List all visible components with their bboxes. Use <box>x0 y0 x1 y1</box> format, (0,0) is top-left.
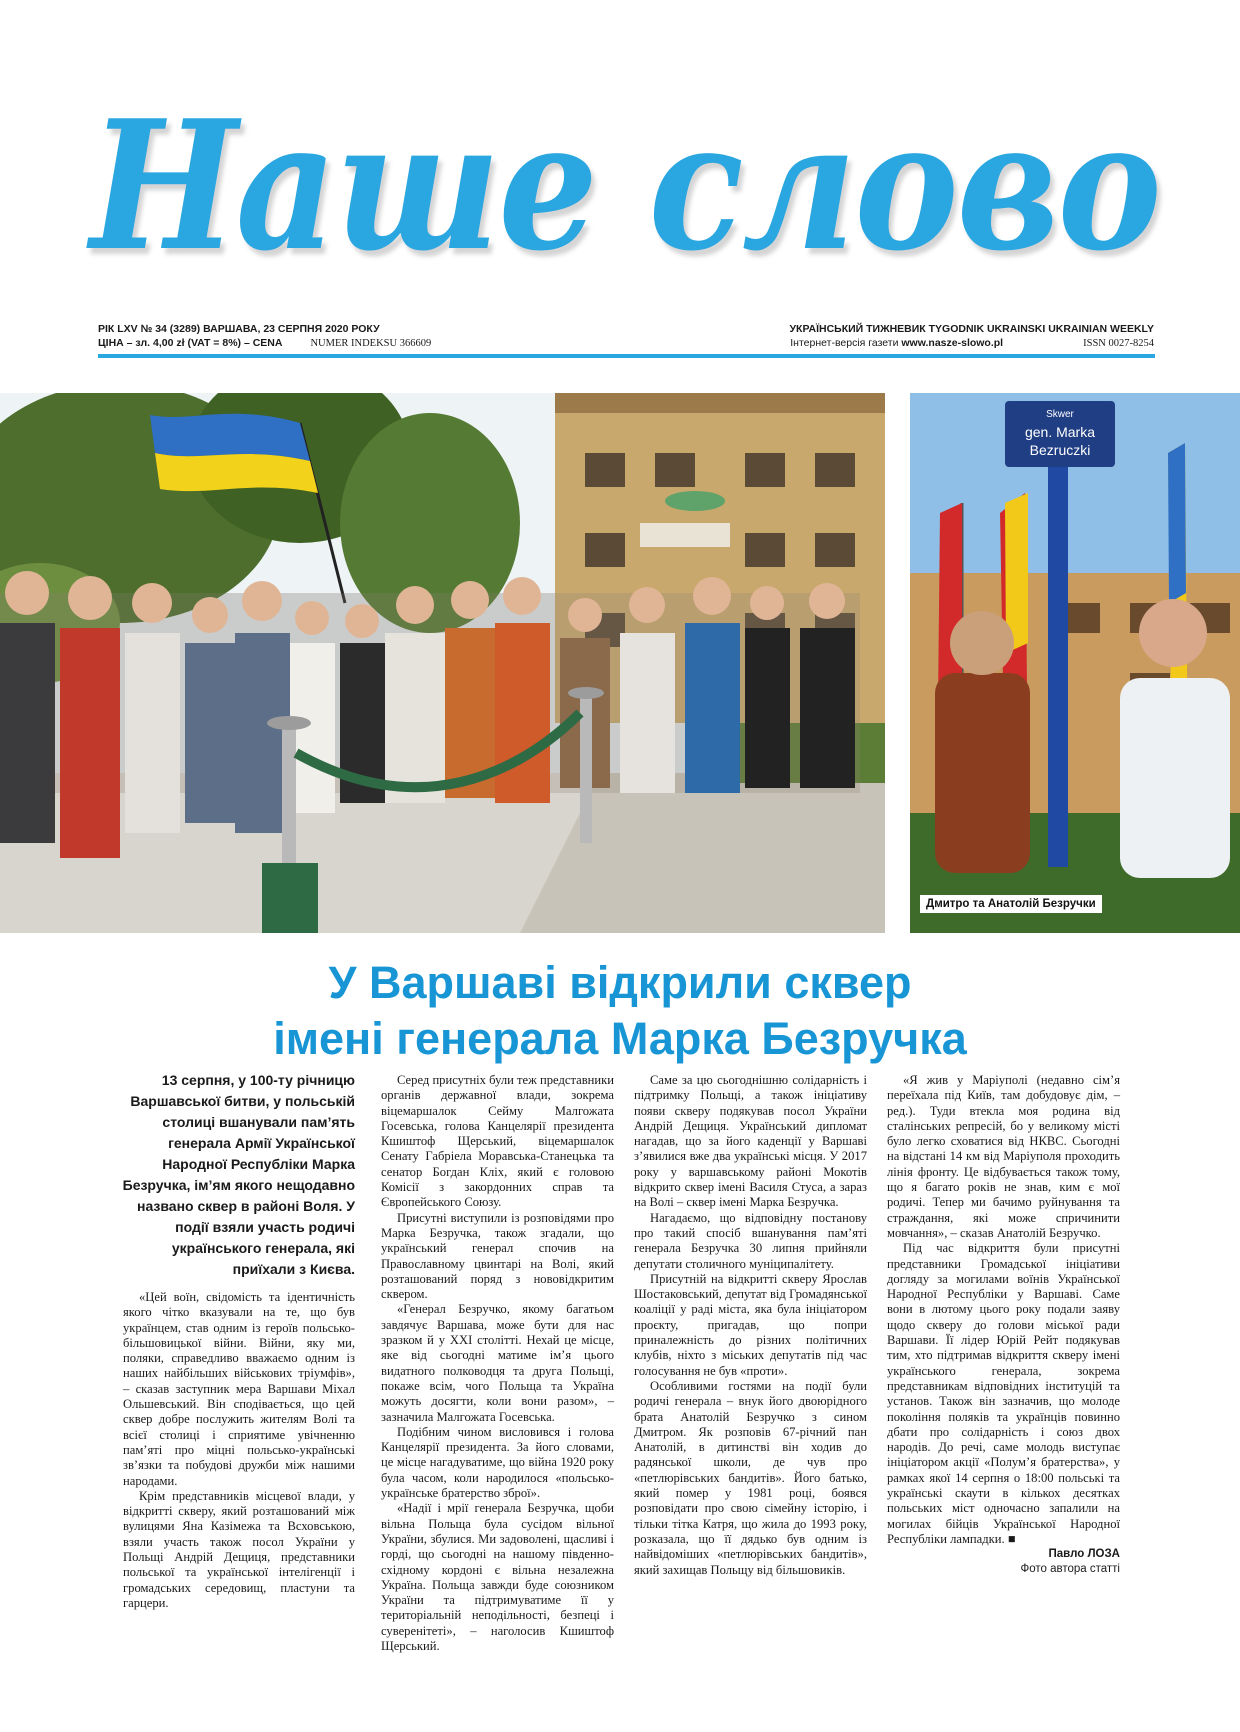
paragraph: «Я жив у Маріуполі (недавно сім’я переїхала під Київ, там добудовує дім, – ред.). Туди втекла моя родина від сталінських репресій, бо у великому місті було легко сховатися від НКВС. Сьогодні на відстані 14 км від Маріуполя проходить лінія фронту. Це відбувається також тому, що я багато років не знав, ким є мої родичі. Тепер ми бачимо руйнування та страждання, які може спричинити мовчання», – сказав Анатолій Безручко. <box>887 1073 1120 1240</box>
price-row <box>98 336 431 351</box>
price-line: ЦІНА – зл. 4,00 zł (VAT = 8%) – CENA <box>98 337 283 349</box>
paragraph: Подібним чином висловився і голова Канцелярії президента. За його словами, це місце нагадуватиме, що війна 1920 року була часом, коли народилося «польсько-українське братерство зброї». <box>381 1424 614 1501</box>
paragraph: Під час відкриття були присутні представники Громадської ініціативи догляду за могилами воїнів Української Народної Республіки у Варшаві. Саме вони в лютому цього року подали заяву щодо скверу до голови міської ради Варшави. Її лідер Юрій Рейт подякував тим, хто підтримав відкриття скверу імені українського генерала, зокрема представникам відповідних інституцій та установ. Також він зазначив, що молоде покоління поляків та українців повинно дбати про солідарність і союз двох народів. До речі, саме молодь виступає ініціатором акції «Полум’я братерства», у рамках якої 14 серпня о 18:00 польські та українські скаути в кількох десятках польських міст одночасно запалили на могилах бійців Української Народної Республіки лампадки. ■ <box>887 1241 1120 1546</box>
paragraph: «Цей воїн, свідомість та ідентичність якого чітко вказували на те, що був українцем, став одним із героїв польсько-більшовицької війни. Війни, яку ми, поляки, справедливо вважаємо одним із наших найбільших військових тріумфів», – сказав заступник мера Варшави Міхал Ольшевський. Він сподівається, що цей сквер добре послужить жителям Волі та всієї столиці і сприятиме увічненню пам’яті про міцні польсько-українські зв’язки та побудові дружби між нашими народами. <box>123 1290 355 1488</box>
web-label: Інтернет-версія газети <box>790 337 899 349</box>
publication-info <box>790 322 1155 351</box>
masthead-title: Наше слово <box>85 98 1160 290</box>
paragraph: Саме за цю сьогоднішню солідарність і підтримку Польщі, а також ініціативу появи скверу подякував посол України Андрій Дещиця. Український дипломат нагадав, що за його каденції у Варшаві з’явилися вже два українські місця. У 2017 року у варшавському районі Мокотів відкрито сквер імені Василя Стуса, а зараз на Волі – сквер імені Марка Безручка. <box>634 1073 867 1210</box>
main-photo-illustration <box>0 393 885 933</box>
issn: ISSN 0027-8254 <box>1083 338 1154 349</box>
paragraph: Присутні виступили із розповідями про Марка Безручка, також згадали, що український генерал спочив на Православному цвинтарі на Волі, який розташований поряд з нововідкритим сквером. <box>381 1210 614 1302</box>
publication-subtitle: УКРАЇНСЬКИЙ ТИЖНЕВИК TYGODNIK UKRAINSKI UKRAINIAN WEEKLY <box>789 323 1154 335</box>
side-photo-illustration <box>910 393 1240 933</box>
headline-line1: У Варшаві відкрили сквер <box>328 957 912 1008</box>
paragraph: Крім представників місцевої влади, у відкритті скверу, який розташований між вулицями Яна Казімежа та Всховською, взяли участь також посол України у Польщі Андрій Дещиця, представники польської та української інтелігенції і громадських середовищ, пластуни та гарцери. <box>123 1488 355 1610</box>
paragraph: Серед присутніх були теж представники органів державної влади, зокрема віцемаршалок Сейму Малгожата Госевська, голова Канцелярії президента Кшиштоф Щерський, віцемаршалок Сенату Габріела Моравська-Станецька та сенатор Богдан Кліх, який є головою Комісії з закордонних справ та Європейського Союзу. <box>381 1073 614 1210</box>
headline-line2: імені генерала Марка Безручка <box>273 1013 967 1064</box>
article-column-1 <box>123 1290 355 1611</box>
web-row <box>790 336 1155 351</box>
paragraph: Особливими гостями на події були родичі генерала – внук його двоюрідного брата Анатолій Безручко з сином Дмитром. Як розповів 67-річний пан Анатолій, в дитинстві він ходив до радянської школи, де чув про «петлюрівських бандитів». Його батько, який помер у 1981 році, боявся розповідати про свою сімейну історію, і тільки тітка Катря, що жила до 1993 року, розказала, що її дядько був одним із найвідоміших «петлюрівських бандитів», який захищав Польщу від більшовиків. <box>634 1378 867 1577</box>
sign-small-text: Skwer <box>1046 409 1074 420</box>
web-url[interactable]: www.nasze-slowo.pl <box>901 337 1004 349</box>
photo-credit: Фото автора статті <box>1020 1563 1120 1576</box>
issue-info <box>98 322 431 351</box>
paragraph: «Генерал Безручко, якому багатьом завдячує Варшава, може бути для нас зразком й у XXI столітті. Нехай це місце, яке від сьогодні матиме ім’я цього видатного полководця та друга Польщі, покаже всім, чого Польща та Україна можуть досягти, коли вони разом», – зазначила Малгожата Госевська. <box>381 1302 614 1424</box>
paragraph: Присутній на відкритті скверу Ярослав Шостаковський, депутат від Громадянської коаліції у раді міста, яка була ініціатором проєкту, пригадав, що попри приналежність до різних політичних клубів, ніхто з міських депутатів під час голосування не був «проти». <box>634 1271 867 1378</box>
article-lead: 13 серпня, у 100-ту річницю Варшавської битви, у польській столиці вшанували пам’ять генерала Армії Української Народної Республіки Марка Безручка, ім’ям якого нещодавно названо сквер в районі Воля. У події взяли участь родичі українського генерала, які приїхали з Києва. <box>122 1072 355 1277</box>
article-column-2 <box>381 1073 614 1654</box>
article-signature <box>887 1547 1120 1577</box>
article-headline <box>0 955 1240 1067</box>
paragraph: «Надії і мрії генерала Безручка, щоби вільна Польща була сусідом вільної України, збулися. Ми задоволені, щасливі і горді, що сьогодні на нашому південно-східному кордоні є вільна незалежна Україна. Польща завжди буде союзником України та підтримуватиме її у територіальній неподільності, безпеці і суверенітеті», – наголосив Кшиштоф Щерський. <box>381 1501 614 1653</box>
main-photo <box>0 393 885 933</box>
sign-line1-text: gen. Marka <box>1024 424 1096 440</box>
issue-line: РІК LXV № 34 (3289) ВАРШАВА, 23 СЕРПНЯ 2020 РОКУ <box>98 323 380 335</box>
side-photo-caption: Дмитро та Анатолій Безручки <box>920 895 1102 913</box>
paragraph: Нагадаємо, що відповідну постанову про такий спосіб вшанування пам’яті генерала Безручка 30 липня прийняли депутати столичного муніципалітету. <box>634 1210 867 1271</box>
masthead-logo <box>60 98 1190 293</box>
author-name: Павло ЛОЗА <box>1048 1548 1120 1561</box>
masthead-rule <box>98 354 1155 358</box>
article-column-4 <box>887 1073 1120 1577</box>
index-number: NUMER INDEKSU 366609 <box>310 338 432 349</box>
side-photo <box>910 393 1240 933</box>
article-column-3 <box>634 1073 867 1578</box>
sign-line2-text: Bezruczki <box>1029 442 1091 458</box>
